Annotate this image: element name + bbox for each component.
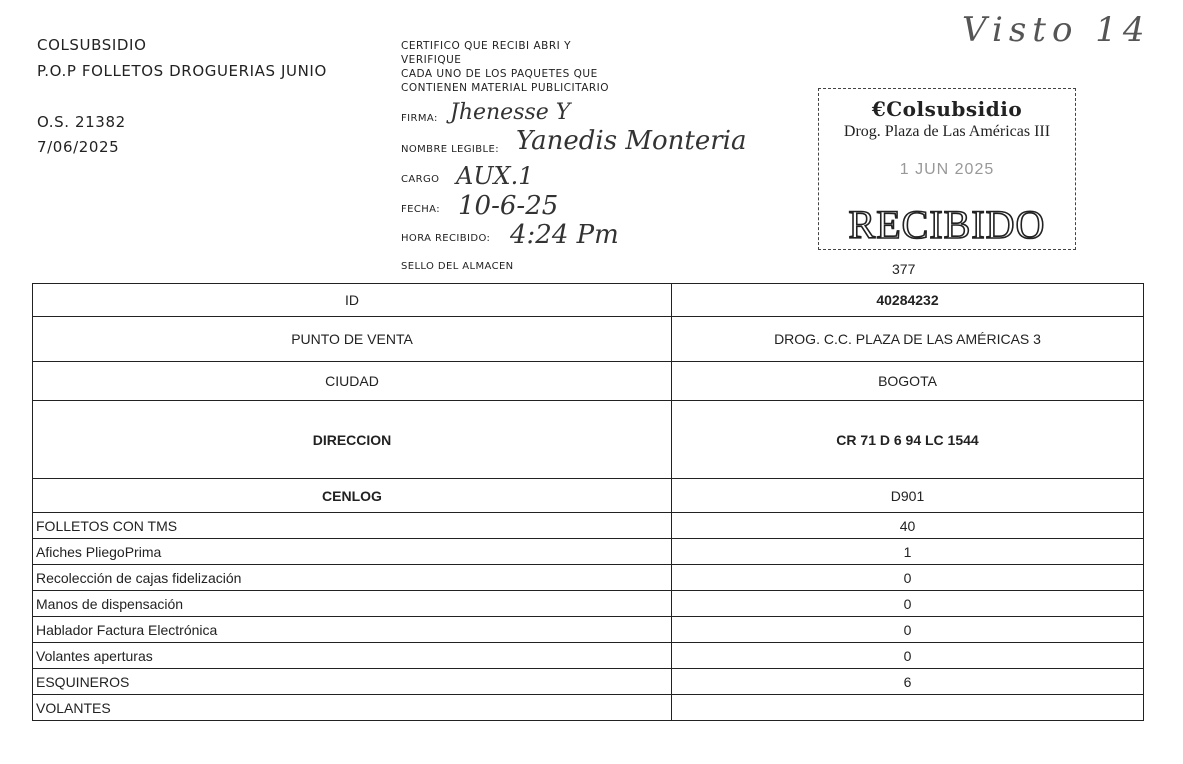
item-label: Volantes aperturas (33, 643, 672, 669)
stamp-brand: €Colsubsidio (871, 97, 1023, 121)
position-label: CARGO (401, 174, 440, 185)
item-label: Recolección de cajas fidelización (33, 565, 672, 591)
item-value: 0 (672, 591, 1144, 617)
table-value: 40284232 (672, 284, 1144, 317)
delivery-table (32, 283, 1144, 721)
item-value: 0 (672, 565, 1144, 591)
stamp-area-label: SELLO DEL ALMACEN (401, 261, 514, 272)
table-row (33, 643, 1144, 669)
name-value: Yanedis Monteria (516, 126, 747, 156)
stamp-status: RECIBIDO (848, 202, 1046, 247)
signature-value: Jhenesse Y (450, 100, 571, 125)
certificate-text (401, 39, 609, 95)
table-row (33, 695, 1144, 721)
received-stamp (818, 88, 1076, 250)
item-label: ESQUINEROS (33, 669, 672, 695)
signature-label: FIRMA: (401, 113, 438, 124)
stamp-date: 1 JUN 2025 (899, 161, 995, 178)
corner-handwriting: Visto 14 (962, 10, 1151, 50)
org-name: COLSUBSIDIO (37, 36, 147, 54)
date-label: FECHA: (401, 204, 441, 215)
order-date: 7/06/2025 (37, 138, 120, 156)
table-row (33, 539, 1144, 565)
campaign-title: P.O.P FOLLETOS DROGUERIAS JUNIO (37, 62, 327, 80)
table-row (33, 401, 1144, 479)
table-row (33, 362, 1144, 401)
stamp-logo-icon: € (871, 97, 887, 121)
item-label: Afiches PliegoPrima (33, 539, 672, 565)
date-value: 10-6-25 (458, 191, 559, 221)
table-row (33, 617, 1144, 643)
table-label: CENLOG (33, 479, 672, 513)
table-row (33, 591, 1144, 617)
item-value: 0 (672, 643, 1144, 669)
item-value (672, 695, 1144, 721)
table-row (33, 317, 1144, 362)
table-value: CR 71 D 6 94 LC 1544 (672, 401, 1144, 479)
name-label: NOMBRE LEGIBLE: (401, 144, 499, 155)
time-value: 4:24 Pm (510, 220, 619, 250)
item-label: Manos de dispensación (33, 591, 672, 617)
certificate-line: CADA UNO DE LOS PAQUETES QUE (401, 68, 598, 80)
table-label: CIUDAD (33, 362, 672, 401)
item-value: 0 (672, 617, 1144, 643)
item-value: 6 (672, 669, 1144, 695)
table-row (33, 565, 1144, 591)
table-row (33, 284, 1144, 317)
certificate-line: CONTIENEN MATERIAL PUBLICITARIO (401, 82, 610, 94)
table-row (33, 479, 1144, 513)
order-number: O.S. 21382 (37, 113, 126, 131)
stamp-store: Drog. Plaza de Las Américas III (843, 123, 1051, 140)
time-label: HORA RECIBIDO: (401, 233, 491, 244)
table-label: ID (33, 284, 672, 317)
certificate-line: VERIFIQUE (401, 54, 462, 66)
item-value: 40 (672, 513, 1144, 539)
table-row (33, 513, 1144, 539)
table-value: D901 (672, 479, 1144, 513)
table-label: PUNTO DE VENTA (33, 317, 672, 362)
certificate-line: CERTIFICO QUE RECIBI ABRI Y (401, 40, 572, 52)
item-label: VOLANTES (33, 695, 672, 721)
item-label: FOLLETOS CON TMS (33, 513, 672, 539)
stamp-number: 377 (892, 261, 916, 277)
table-value: BOGOTA (672, 362, 1144, 401)
item-value: 1 (672, 539, 1144, 565)
table-label: DIRECCION (33, 401, 672, 479)
table-value: DROG. C.C. PLAZA DE LAS AMÉRICAS 3 (672, 317, 1144, 362)
item-label: Hablador Factura Electrónica (33, 617, 672, 643)
table-row (33, 669, 1144, 695)
position-value: AUX.1 (456, 162, 534, 190)
